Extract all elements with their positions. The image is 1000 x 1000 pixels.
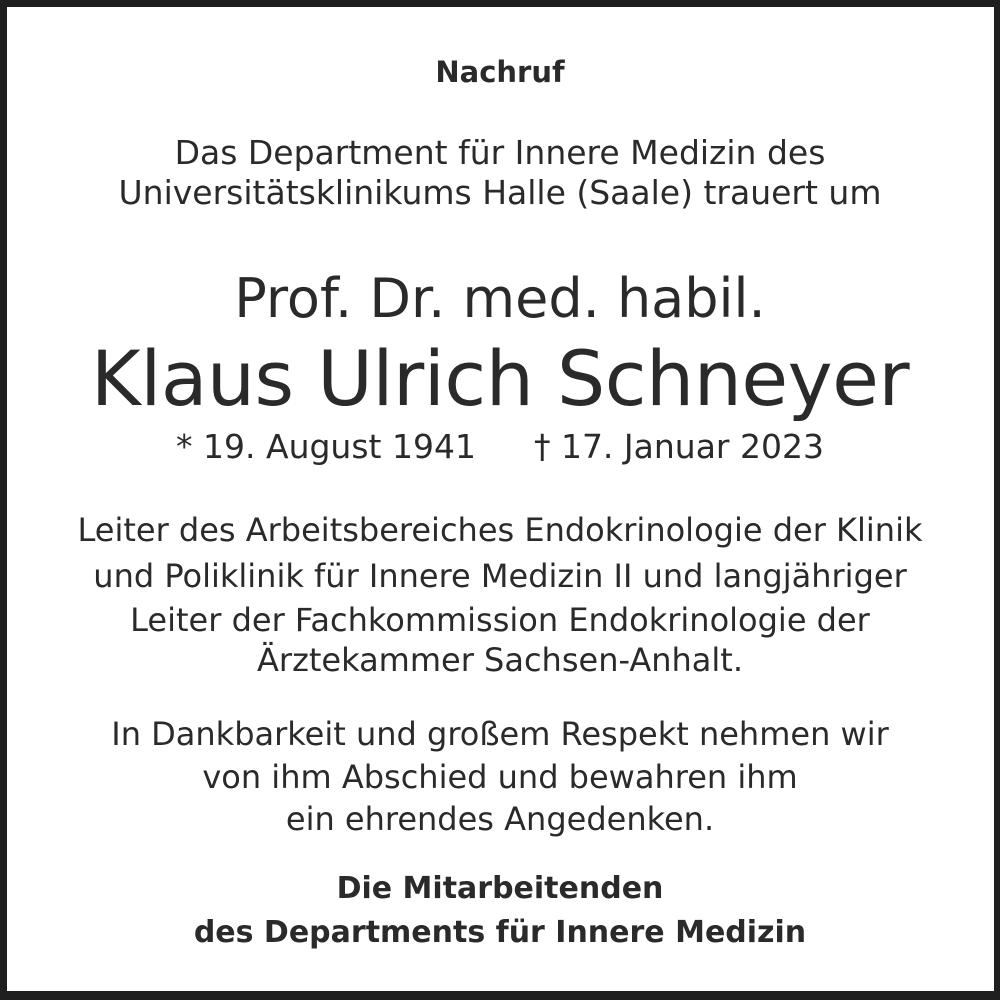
signature-line-2: des Departments für Innere Medizin <box>193 915 807 950</box>
deceased-name: Klaus Ulrich Schneyer <box>90 334 910 423</box>
death-date: † 17. Januar 2023 <box>533 427 824 466</box>
role-line-2: und Poliklinik für Innere Medizin II und langjähriger <box>93 557 907 595</box>
intro-line-1: Das Department für Innere Medizin des <box>174 133 826 172</box>
life-dates <box>0 427 1000 466</box>
role-line-4: Ärztekammer Sachsen-Anhalt. <box>257 641 743 679</box>
role-line-3: Leiter der Fachkommission Endokrinologie der <box>130 601 870 639</box>
tribute-line-1: In Dankbarkeit und großem Respekt nehmen wir <box>111 715 889 753</box>
academic-title: Prof. Dr. med. habil. <box>234 267 766 330</box>
tribute-line-3: ein ehrendes Angedenken. <box>285 800 715 838</box>
signature-line-1: Die Mitarbeitenden <box>336 871 664 906</box>
role-line-1: Leiter des Arbeitsbereiches Endokrinologie der Klinik <box>77 511 923 549</box>
birth-date: * 19. August 1941 <box>176 427 476 466</box>
tribute-line-2: von ihm Abschied und bewahren ihm <box>202 758 798 796</box>
intro-line-2: Universitätsklinikums Halle (Saale) trauert um <box>118 173 882 212</box>
notice-heading: Nachruf <box>435 55 565 89</box>
